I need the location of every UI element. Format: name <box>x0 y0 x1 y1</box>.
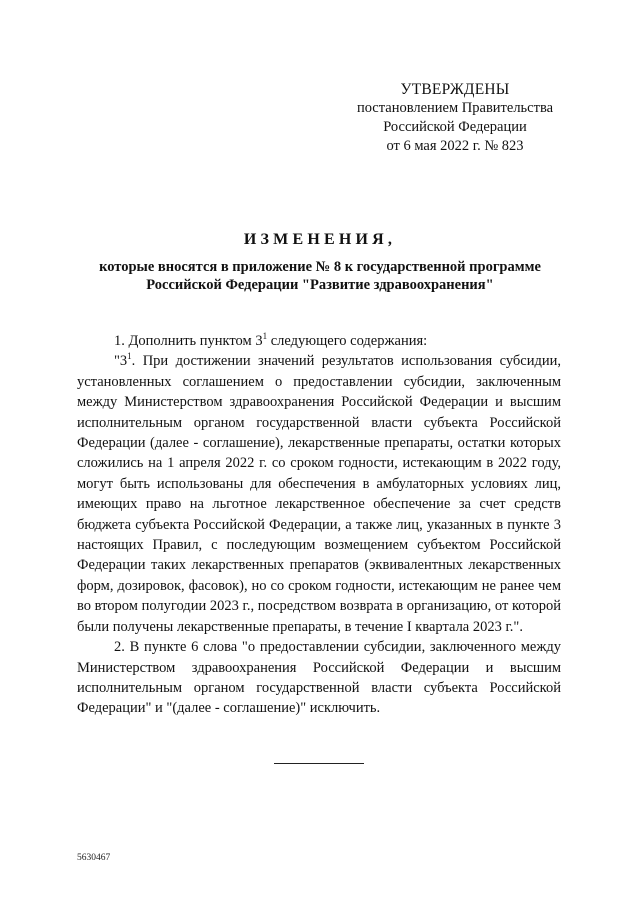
approval-line-2: Российской Федерации <box>383 119 527 135</box>
document-title: ИЗМЕНЕНИЯ, <box>243 231 397 248</box>
approval-title: УТВЕРЖДЕНЫ <box>400 81 510 98</box>
paragraph-2-superscript: 1 <box>127 351 132 362</box>
paragraph-2 <box>77 351 561 637</box>
approval-line-3: от 6 мая 2022 г. № 823 <box>386 138 524 154</box>
paragraph-1-text-end: следующего содержания: <box>267 333 428 349</box>
paragraph-3: 2. В пункте 6 слова "о предоставлении субсидии, заключенного между Министерством здравоохранения Российской Федерации и высшим исполнительным органом государственной власти субъекта Российской Федерации" и "(далее - соглашение)" исключить. <box>77 639 561 717</box>
paragraph-1-text: 1. Дополнить пунктом 3 <box>114 333 263 349</box>
document-subtitle-line-1: которые вносятся в приложение № 8 к государственной программе <box>99 259 541 275</box>
paragraph-2-text-end: . При достижении значений результатов использования субсидии, установленных соглашением о предоставлении субсидии, заключенным между Министерством здравоохранения Российской Федерации и высшим исполнительным органом государственной власти субъекта Российской Федерации (далее - соглашение), лекарственные препараты, остатки которых сложились на 1 апреля 2022 г. со сроком годности, истекающим в 2022 году, могут быть использованы для обеспечения в амбулаторных условиях лиц, имеющих право на льготное лекарственное обеспечение за счет средств бюджета субъекта Российской Федерации, а также лиц, указанных в пункте 3 настоящих Правил, с последующим возмещением субъектом Российской Федерации таких лекарственных препаратов (эквивалентных лекарственных форм, дозировок, фасовок), но со сроком годности, истекающим не ранее чем во втором полугодии 2023 г., посредством возврата в организацию, от которой были получены лекарственные препараты, в течение I квартала 2023 г.". <box>77 353 561 635</box>
paragraph-1-superscript: 1 <box>262 331 268 341</box>
document-subtitle <box>60 258 580 294</box>
document-subtitle-line-2: Российской Федерации "Развитие здравоохранения" <box>146 277 494 293</box>
approval-line-1: постановлением Правительства <box>356 100 554 116</box>
end-divider <box>274 763 364 764</box>
paragraph-1 <box>77 331 561 351</box>
paragraph-2-text: "3 <box>114 353 128 370</box>
document-number: 5630467 <box>77 853 111 863</box>
approval-stamp <box>340 80 570 156</box>
document-body <box>77 331 561 719</box>
